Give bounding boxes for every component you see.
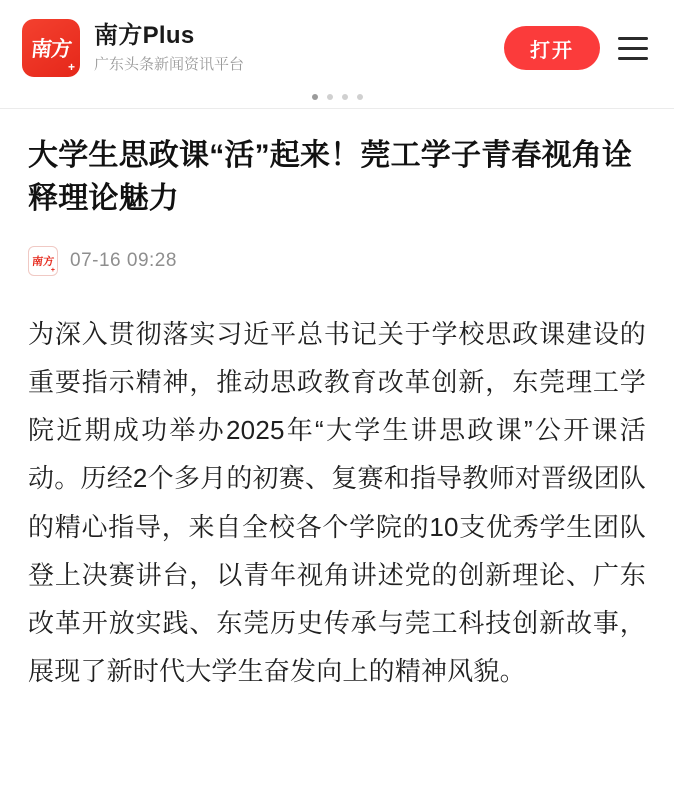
menu-line-1 <box>618 37 648 40</box>
source-logo-icon <box>28 246 58 276</box>
article-content <box>0 109 674 695</box>
article-body: 为深入贯彻落实习近平总书记关于学校思政课建设的重要指示精神，推动思政教育改革创新，东莞理工学院近期成功举办2025年“大学生讲思政课”公开课活动。历经2个多月的初赛、复赛和指导教师对晋级团队的精心指导，来自全校各个学院的10支优秀学生团队登上决赛讲台，以青年视角讲述党的创新理论、广东改革开放实践、东莞历史传承与莞工科技创新故事，展现了新时代大学生奋发向上的精神风貌。 <box>28 319 646 686</box>
menu-line-2 <box>618 47 648 50</box>
carousel-dot-3[interactable] <box>342 94 348 100</box>
source-logo-plus: + <box>50 267 55 275</box>
carousel-dot-4[interactable] <box>357 94 363 100</box>
app-name: 南方Plus <box>94 22 195 50</box>
open-app-button[interactable]: 打开 <box>504 26 600 70</box>
app-info <box>94 22 504 74</box>
app-promo-bar <box>0 0 674 92</box>
app-logo-mark: 南方 <box>29 35 73 61</box>
app-logo-icon <box>22 19 80 77</box>
menu-line-3 <box>618 57 648 60</box>
app-logo-plus: + <box>67 60 75 74</box>
source-logo-mark: 南方 <box>31 254 55 268</box>
hamburger-menu-icon[interactable] <box>618 31 652 65</box>
article-meta <box>28 246 646 276</box>
carousel-dot-1[interactable] <box>312 94 318 100</box>
article-timestamp: 07-16 09:28 <box>70 250 177 272</box>
app-description: 广东头条新闻资讯平台 <box>94 55 245 73</box>
page-title: 大学生思政课“活”起来！莞工学子青春视角诠释理论魅力 <box>28 139 633 215</box>
carousel-dot-2[interactable] <box>327 94 333 100</box>
carousel-dots[interactable] <box>0 92 674 108</box>
